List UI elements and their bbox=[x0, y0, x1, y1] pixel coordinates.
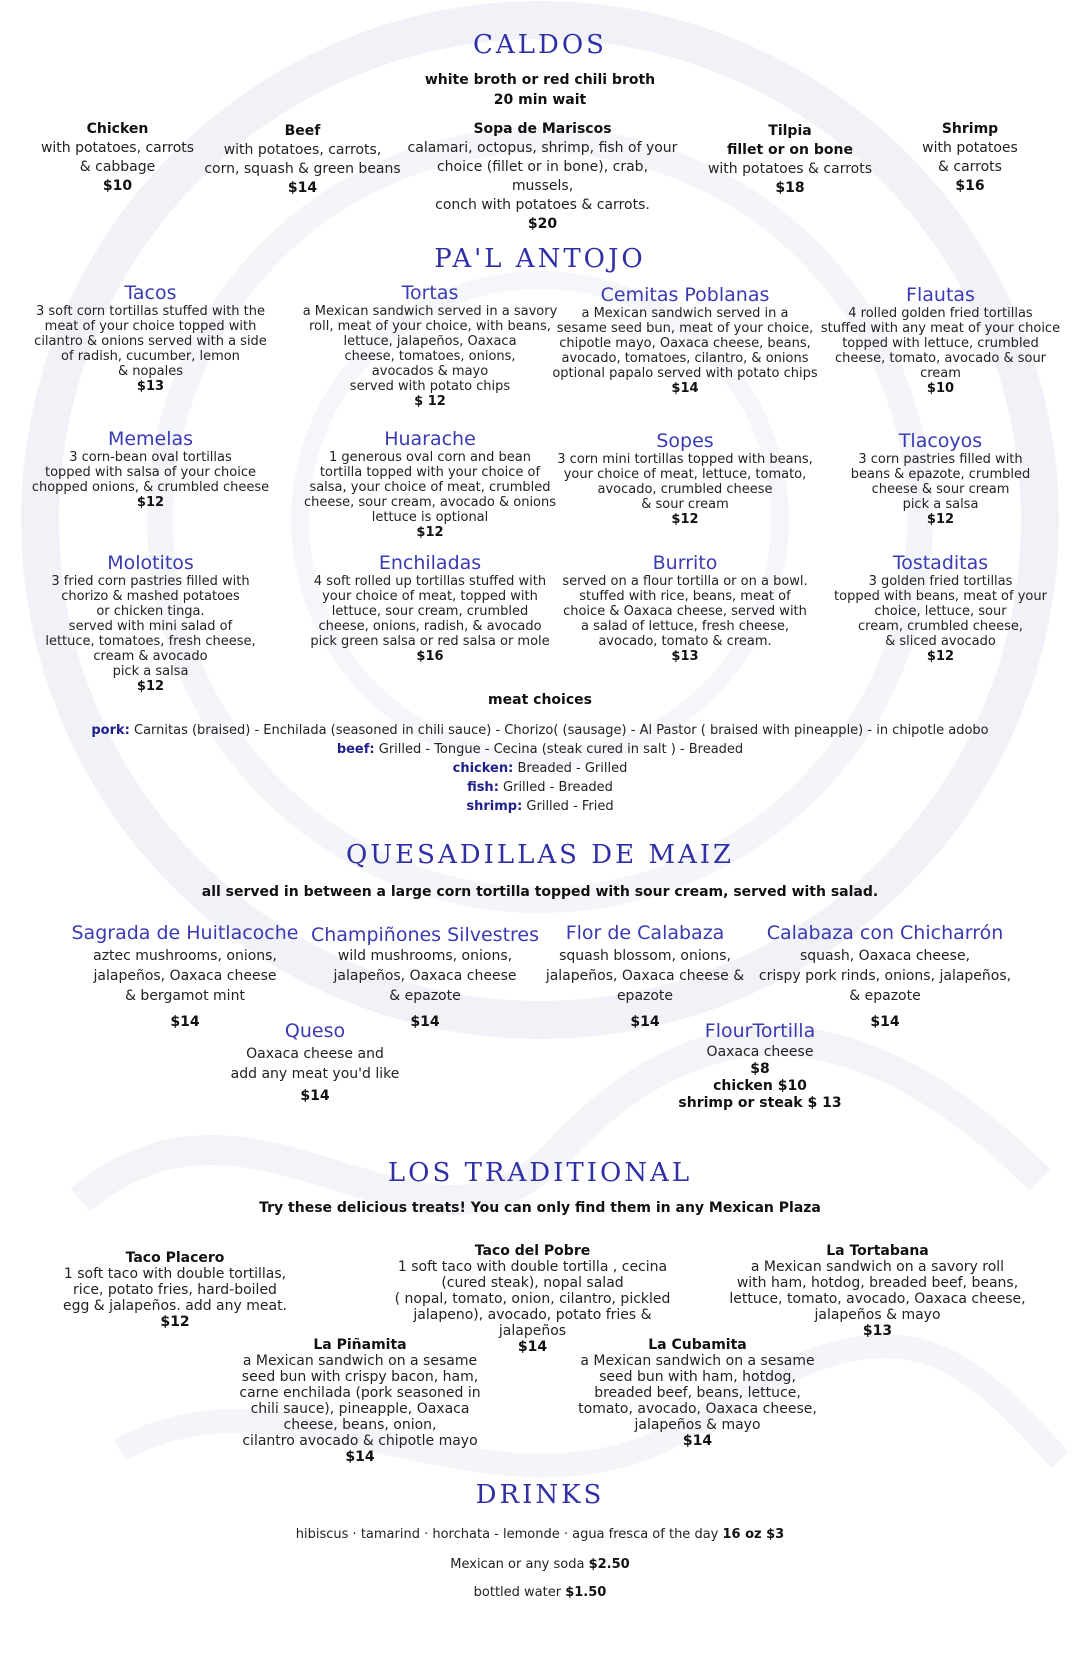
item-price: $14 bbox=[517, 1339, 548, 1355]
item-description: 3 fried corn pastries filled with chorizo & mashed potatoes or chicken tinga. served with mini salad of lettuce, tomatoes, fresh cheese, cream & avocado pick a salsa bbox=[45, 574, 256, 679]
caldos-subtitle-broth: white broth or red chili broth bbox=[424, 72, 656, 88]
meat-label: fish: bbox=[467, 780, 499, 795]
item-description: a Mexican sandwich on a sesame seed bun with ham, hotdog, breaded beef, beans, lettuce, tomato, avocado, Oaxaca cheese, jalapeños & mayo bbox=[578, 1353, 817, 1433]
item-description: 1 generous oval corn and bean tortilla topped with your choice of salsa, your choice of meat, crumbled cheese, sour cream, avocado & onions lettuce is optional bbox=[303, 450, 557, 525]
drink-price: $2.50 bbox=[588, 1557, 630, 1572]
item-description: 3 corn mini tortillas topped with beans, your choice of meat, lettuce, tomato, avocado, crumbled cheese & sour cream bbox=[557, 452, 813, 512]
item-price: $14 bbox=[682, 1433, 713, 1449]
quesadillas-title: QUESADILLAS DE MAIZ bbox=[345, 840, 735, 870]
item-description: a Mexican sandwich on a savory roll with ham, hotdog, breaded beef, beans, lettuce, tomato, avocado, Oaxaca cheese, jalapeños & mayo bbox=[729, 1259, 1026, 1323]
item-name: Sagrada de Huitlacoche bbox=[71, 922, 299, 944]
quesadillas-subtitle: all served in between a large corn tortilla topped with sour cream, served with salad. bbox=[201, 884, 879, 900]
item-price: $12 bbox=[160, 1314, 190, 1330]
item-description: with potatoes, carrots, corn, squash & green beans bbox=[204, 142, 401, 177]
item-price: $8 bbox=[750, 1061, 770, 1077]
item-name: Taco Placero bbox=[125, 1250, 225, 1266]
drink-text: hibiscus · tamarind · horchata - lemonde · agua fresca of the day bbox=[295, 1527, 723, 1542]
item-name: Tilpia bbox=[768, 123, 812, 139]
item-price: $16 bbox=[416, 649, 444, 664]
traditional-title: LOS TRADITIONAL bbox=[387, 1158, 693, 1188]
item-price: $13 bbox=[136, 379, 165, 394]
item-name: Memelas bbox=[107, 428, 194, 450]
item-description: Oaxaca cheese and add any meat you'd like bbox=[230, 1046, 400, 1082]
traditional-item-la-tortabana bbox=[725, 1243, 1030, 1339]
item-price: $12 bbox=[671, 512, 699, 527]
item-price: $12 bbox=[926, 512, 955, 527]
item-price: $14 bbox=[630, 1014, 660, 1030]
antojo-item-memelas bbox=[28, 428, 273, 511]
quesadilla-item-calabaza-chicharron bbox=[755, 922, 1015, 1032]
item-price: $14 bbox=[671, 381, 699, 396]
item-price: $13 bbox=[671, 649, 699, 664]
caldo-item-beef bbox=[200, 122, 405, 198]
item-description: with potatoes & carrots bbox=[922, 140, 1018, 175]
item-price: $14 bbox=[170, 1014, 200, 1030]
item-description: with potatoes & carrots bbox=[707, 161, 873, 177]
antojo-item-huarache bbox=[285, 428, 575, 541]
item-name: Cemitas Poblanas bbox=[600, 284, 770, 306]
item-name: Calabaza con Chicharrón bbox=[766, 922, 1004, 944]
meat-choices-title: meat choices bbox=[488, 692, 592, 708]
meat-options: Grilled - Fried bbox=[522, 799, 614, 814]
antojo-item-burrito bbox=[545, 552, 825, 665]
item-price: $14 bbox=[410, 1014, 440, 1030]
meat-choice-beef bbox=[0, 741, 1080, 759]
item-name: Beef bbox=[284, 123, 321, 139]
antojo-item-tlacoyos bbox=[818, 430, 1063, 528]
item-name: Molotitos bbox=[107, 552, 194, 574]
item-price: $14 bbox=[287, 180, 318, 196]
drinks-title: DRINKS bbox=[475, 1480, 605, 1510]
item-description: served on a flour tortilla or on a bowl. stuffed with rice, beans, meat of choice & Oaxaca cheese, served with a salad of lettuce, fresh cheese, avocado, tomato & cream. bbox=[562, 574, 808, 649]
item-description: a Mexican sandwich served in a sesame seed bun, meat of your choice, chipotle mayo, Oaxaca cheese, beans, avocado, tomatoes, cilantro, & onions optional papalo served with potato chips bbox=[552, 306, 818, 381]
item-price: $10 bbox=[926, 381, 955, 396]
item-price: $13 bbox=[862, 1323, 893, 1339]
caldos-subtitle-wait: 20 min wait bbox=[493, 92, 587, 108]
item-description: 4 rolled golden fried tortillas stuffed with any meat of your choice topped with lettuce, crumbled cheese, tomato, avocado & sour cream bbox=[820, 306, 1061, 381]
drink-price: $1.50 bbox=[565, 1585, 607, 1600]
item-price: $16 bbox=[955, 178, 985, 194]
drink-aguas-frescas bbox=[0, 1526, 1080, 1544]
item-description: wild mushrooms, onions, jalapeños, Oaxaca cheese & epazote bbox=[333, 948, 517, 1004]
caldo-item-shrimp bbox=[895, 120, 1045, 196]
item-name: Shrimp bbox=[941, 121, 999, 137]
item-name: Burrito bbox=[652, 552, 718, 574]
item-price: $10 bbox=[102, 178, 133, 194]
antojo-item-flautas bbox=[818, 284, 1063, 397]
quesadilla-item-huitlacoche bbox=[60, 922, 310, 1032]
item-name: La Piñamita bbox=[313, 1337, 407, 1353]
item-description: 3 corn-bean oval tortillas topped with salsa of your choice chopped onions, & crumbled cheese bbox=[31, 450, 270, 495]
meat-options: Carnitas (braised) - Enchilada (seasoned in chili sauce) - Chorizo( (sausage) - Al Pastor ( braised with pineapple) - in chipotle adobo bbox=[129, 723, 989, 738]
antojo-item-enchiladas bbox=[285, 552, 575, 665]
item-description: squash, Oaxaca cheese, crispy pork rinds, onions, jalapeños, & epazote bbox=[758, 948, 1012, 1004]
meat-label: beef: bbox=[336, 742, 375, 757]
item-price-shrimp-steak: shrimp or steak $ 13 bbox=[678, 1095, 842, 1111]
item-price-chicken: chicken $10 bbox=[713, 1078, 807, 1094]
item-subname: fillet or on bone bbox=[727, 142, 853, 158]
item-name: Flautas bbox=[906, 284, 975, 306]
item-price: $18 bbox=[775, 180, 805, 196]
traditional-subtitle: Try these delicious treats! You can only find them in any Mexican Plaza bbox=[259, 1200, 821, 1216]
antojo-item-sopes bbox=[545, 430, 825, 528]
item-name: FlourTortilla bbox=[704, 1020, 816, 1042]
item-description: 4 soft rolled up tortillas stuffed with your choice of meat, topped with lettuce, sour cream, crumbled cheese, onions, radish, & avocado pick green salsa or red salsa or mole bbox=[310, 574, 550, 649]
item-description: squash blossom, onions, jalapeños, Oaxaca cheese & epazote bbox=[545, 948, 745, 1004]
quesadilla-item-flor-de-calabaza bbox=[535, 922, 755, 1032]
meat-choice-pork bbox=[0, 722, 1080, 740]
item-name: Champiñones Silvestres bbox=[310, 924, 540, 946]
item-description: aztec mushrooms, onions, jalapeños, Oaxaca cheese & bergamot mint bbox=[93, 948, 277, 1004]
caldos-title: CALDOS bbox=[473, 30, 607, 60]
meat-label: shrimp: bbox=[466, 799, 523, 814]
drink-price: 16 oz $3 bbox=[722, 1527, 785, 1542]
meat-options: Grilled - Tongue - Cecina (steak cured in salt ) - Breaded bbox=[374, 742, 744, 757]
item-name: Tortas bbox=[401, 282, 459, 304]
item-name: Queso bbox=[284, 1020, 346, 1042]
caldo-item-sopa-de-mariscos bbox=[405, 120, 680, 234]
meat-choice-shrimp bbox=[0, 798, 1080, 816]
item-price: $12 bbox=[416, 525, 444, 540]
item-price: $ 12 bbox=[414, 394, 446, 409]
item-description: a Mexican sandwich on a sesame seed bun with crispy bacon, ham, carne enchilada (pork seasoned in chili sauce), pineapple, Oaxaca cheese, beans, onion, cilantro avocado & chipotle mayo bbox=[239, 1353, 481, 1449]
meat-label: chicken: bbox=[452, 761, 514, 776]
item-price: $14 bbox=[870, 1014, 900, 1030]
item-price: $12 bbox=[136, 679, 165, 694]
caldo-item-tilpia bbox=[700, 122, 880, 198]
caldo-item-chicken bbox=[30, 120, 205, 196]
item-name: Taco del Pobre bbox=[474, 1243, 591, 1259]
item-price: $14 bbox=[300, 1088, 330, 1104]
item-name: Flor de Calabaza bbox=[565, 922, 725, 944]
antojo-item-tacos bbox=[28, 282, 273, 395]
quesadilla-item-flour-tortilla bbox=[665, 1020, 855, 1112]
drink-text: bottled water bbox=[473, 1585, 566, 1600]
item-description: 3 golden fried tortillas topped with beans, meat of your choice, lettuce, sour cream, crumbled cheese, & sliced avocado bbox=[834, 574, 1047, 649]
meat-choice-fish bbox=[0, 779, 1080, 797]
traditional-item-taco-placero bbox=[55, 1250, 295, 1330]
quesadilla-item-queso bbox=[215, 1020, 415, 1106]
item-name: Huarache bbox=[384, 428, 476, 450]
item-name: Chicken bbox=[86, 121, 149, 137]
item-price: $14 bbox=[345, 1449, 375, 1465]
item-description: 1 soft taco with double tortilla , cecina (cured steak), nopal salad ( nopal, tomato, onion, cilantro, pickled jalapeno), avocado, potato fries & jalapeños bbox=[394, 1259, 671, 1339]
item-name: Tostaditas bbox=[892, 552, 989, 574]
meat-options: Grilled - Breaded bbox=[498, 780, 613, 795]
item-name: Tacos bbox=[124, 282, 177, 304]
antojo-item-molotitos bbox=[28, 552, 273, 695]
traditional-item-la-cubamita bbox=[570, 1337, 825, 1449]
antojo-item-cemitas-poblanas bbox=[545, 284, 825, 397]
item-price: $12 bbox=[926, 649, 955, 664]
item-name: La Tortabana bbox=[826, 1243, 929, 1259]
item-description: calamari, octopus, shrimp, fish of your choice (fillet or in bone), crab, mussels, conch with potatoes & carrots. bbox=[407, 140, 678, 213]
drink-text: Mexican or any soda bbox=[450, 1557, 589, 1572]
item-description: with potatoes, carrots & cabbage bbox=[40, 140, 195, 175]
item-description: Oaxaca cheese bbox=[706, 1044, 814, 1060]
antojo-title: PA'L ANTOJO bbox=[434, 244, 646, 274]
item-name: Sopes bbox=[656, 430, 714, 452]
drink-bottled-water bbox=[0, 1584, 1080, 1602]
item-name: Enchiladas bbox=[378, 552, 482, 574]
item-description: 3 soft corn tortillas stuffed with the meat of your choice topped with cilantro & onions served with a side of radish, cucumber, lemon & nopales bbox=[34, 304, 267, 379]
item-description: a Mexican sandwich served in a savory roll, meat of your choice, with beans, lettuce, jalapeños, Oaxaca cheese, tomatoes, onions, avocados & mayo served with potato chips bbox=[302, 304, 558, 394]
meat-choice-chicken bbox=[0, 760, 1080, 778]
item-name: La Cubamita bbox=[648, 1337, 747, 1353]
quesadilla-item-champinones bbox=[300, 924, 550, 1032]
item-description: 1 soft taco with double tortillas, rice, potato fries, hard-boiled egg & jalapeños. add any meat. bbox=[62, 1266, 288, 1314]
item-name: Tlacoyos bbox=[898, 430, 983, 452]
antojo-item-tortas bbox=[285, 282, 575, 410]
item-name: Sopa de Mariscos bbox=[473, 121, 612, 137]
drink-soda bbox=[0, 1556, 1080, 1574]
traditional-item-la-pinamita bbox=[230, 1337, 490, 1465]
item-price: $20 bbox=[527, 216, 558, 232]
antojo-item-tostaditas bbox=[818, 552, 1063, 665]
item-price: $12 bbox=[136, 495, 165, 510]
meat-label: pork: bbox=[91, 723, 130, 738]
meat-options: Breaded - Grilled bbox=[513, 761, 628, 776]
item-description: 3 corn pastries filled with beans & epazote, crumbled cheese & sour cream pick a salsa bbox=[850, 452, 1031, 512]
